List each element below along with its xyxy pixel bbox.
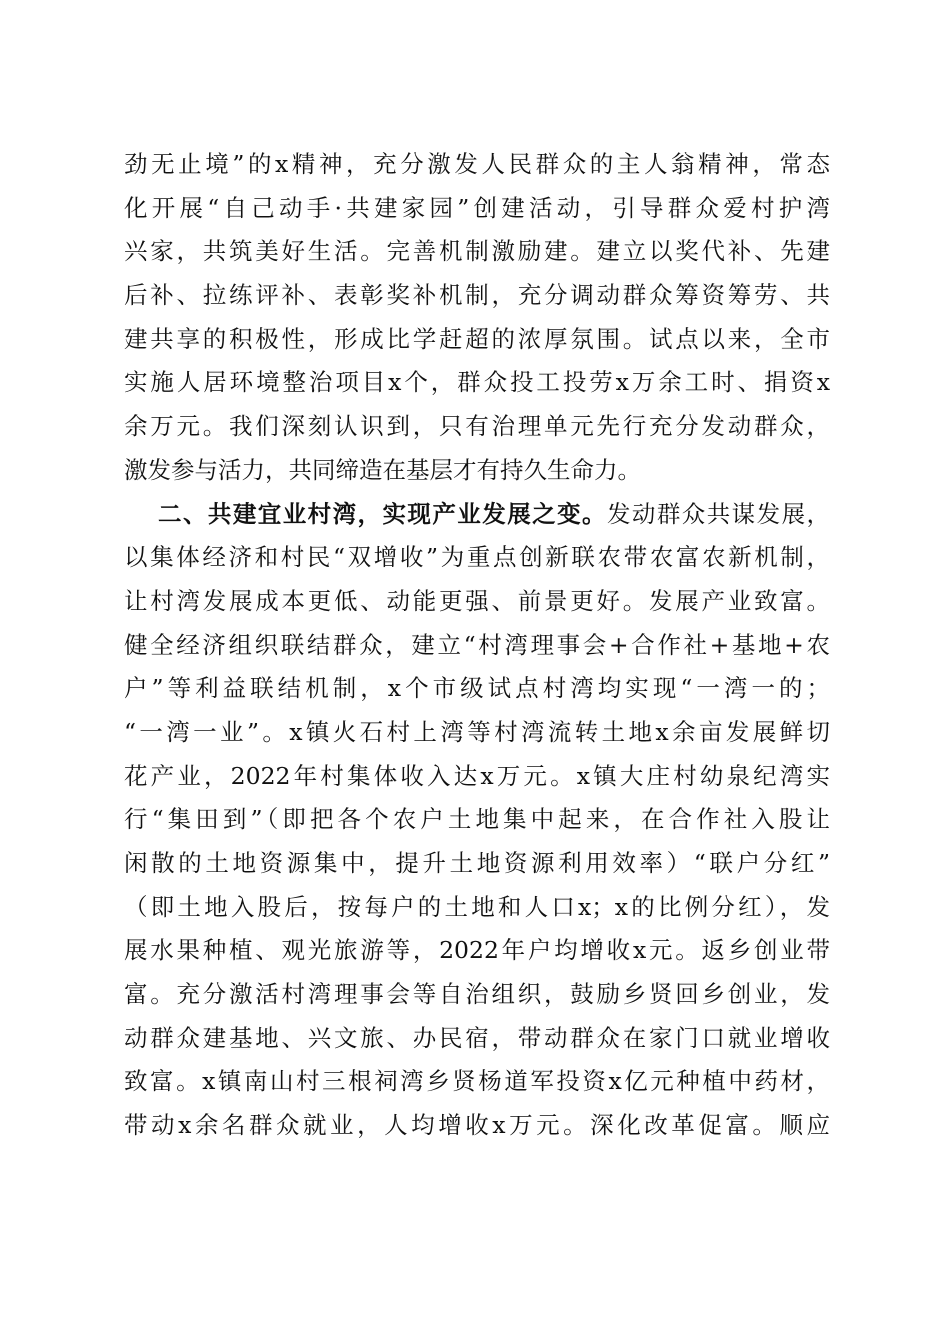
text-line: 户”等利益联结机制，x个市级试点村湾均实现“一湾一的； [124,674,830,703]
text-line: 展水果种植、观光旅游等，2022年户均增收x元。返乡创业带 [124,936,830,965]
text-line: 实施人居环境整治项目x个，群众投工投劳x万余工时、捐资x [124,368,830,397]
heading-line-text: 发动群众共谋发展， [606,499,831,528]
text-line: （即土地入股后，按每户的土地和人口x；x的比例分红），发 [124,892,830,921]
paragraph-1 [124,143,830,493]
text-line: 行“集田到”（即把各个农户土地集中起来，在合作社入股让 [124,805,830,834]
paragraph-2 [124,493,830,1148]
text-line: “一湾一业”。x镇火石村上湾等村湾流转土地x余亩发展鲜切 [124,717,830,746]
text-line: 建共享的积极性，形成比学赶超的浓厚氛围。试点以来，全市 [124,324,830,353]
text-line: 让村湾发展成本更低、动能更强、前景更好。发展产业致富。 [124,586,830,615]
text-line: 以集体经济和村民“双增收”为重点创新联农带农富农新机制， [124,543,830,572]
text-line: 闲散的土地资源集中，提升土地资源利用效率）“联户分红” [124,849,830,877]
text-line: 后补、拉练评补、表彰奖补机制，充分调动群众筹资筹劳、共 [124,281,830,310]
text-line: 化开展“自己动手·共建家园”创建活动，引导群众爱村护湾 [124,193,830,222]
text-line: 花产业，2022年村集体收入达x万元。x镇大庄村幼泉纪湾实 [124,761,830,790]
text-line: 劲无止境”的x精神，充分激发人民群众的主人翁精神，常态 [124,150,830,178]
body-text [124,143,830,1148]
text-line: 带动x余名群众就业，人均增收x万元。深化改革促富。顺应 [124,1111,830,1140]
text-line: 余万元。我们深刻认识到，只有治理单元先行充分发动群众， [124,412,830,441]
text-line: 致富。x镇南山村三根祠湾乡贤杨道军投资x亿元种植中药材， [124,1067,830,1096]
text-line: 兴家，共筑美好生活。完善机制激励建。建立以奖代补、先建 [124,237,830,266]
section-heading-line [124,493,830,537]
text-line: 激发参与活力，共同缔造在基层才有持久生命力。 [124,455,641,484]
text-line: 富。充分激活村湾理事会等自治组织，鼓励乡贤回乡创业，发 [124,980,830,1009]
text-line: 健全经济组织联结群众，建立“村湾理事会+合作社+基地+农 [124,630,830,659]
text-line: 动群众建基地、兴文旅、办民宿，带动群众在家门口就业增收 [124,1023,830,1052]
section-heading: 二、共建宜业村湾，实现产业发展之变。 [158,499,607,528]
